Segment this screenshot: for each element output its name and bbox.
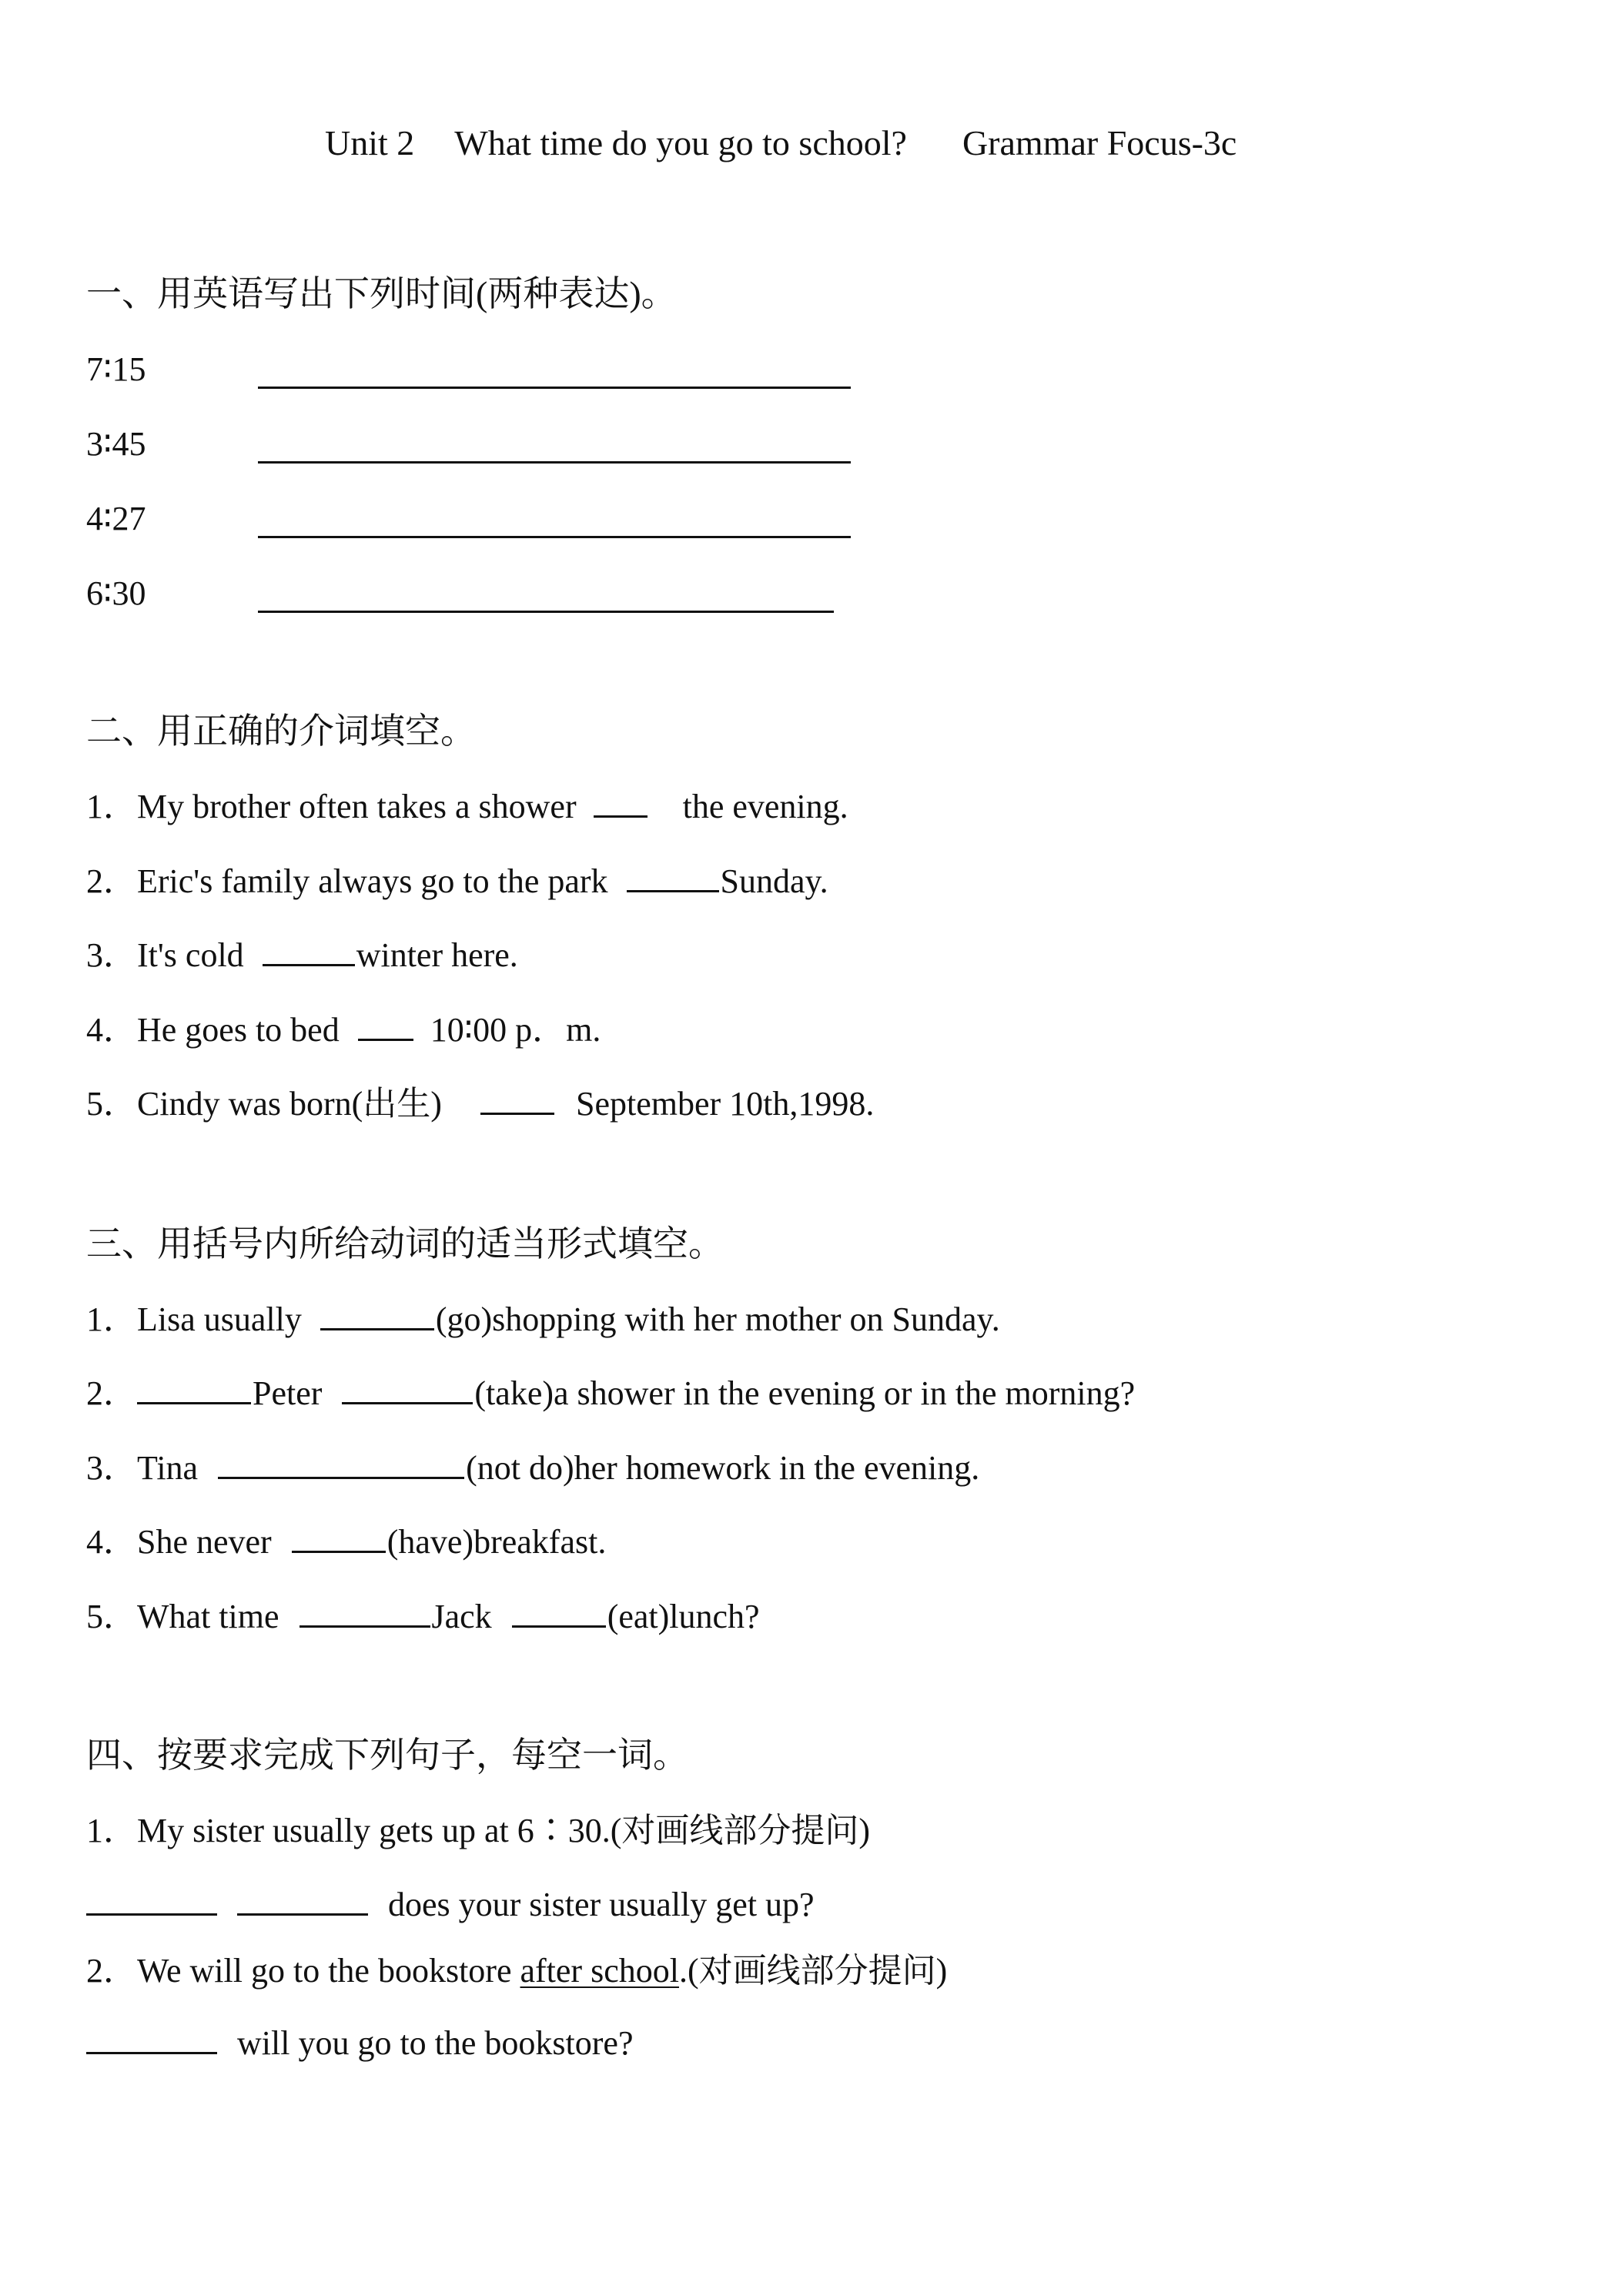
time-item-2: 3∶45 bbox=[86, 425, 146, 463]
blank[interactable] bbox=[137, 1374, 251, 1404]
item-text: (have)breakfast. bbox=[387, 1523, 607, 1561]
item-text: the evening. bbox=[682, 788, 848, 825]
item-text: Lisa usually bbox=[137, 1300, 302, 1338]
part2-item-4 bbox=[86, 1009, 601, 1052]
item-number: 5． bbox=[86, 1085, 137, 1123]
item-text: does your sister usually get up? bbox=[388, 1886, 815, 1923]
item-text: winter here. bbox=[356, 936, 518, 974]
item-text: Sunday. bbox=[720, 862, 828, 900]
blank[interactable] bbox=[358, 1011, 413, 1041]
page-title bbox=[325, 122, 1236, 165]
answer-line-4[interactable] bbox=[258, 611, 834, 613]
item-number: 1． bbox=[86, 1812, 137, 1849]
part3-item-1 bbox=[86, 1298, 1000, 1341]
part2-item-3 bbox=[86, 934, 518, 977]
part3-item-4 bbox=[86, 1521, 606, 1564]
time-item-1: 7∶15 bbox=[86, 350, 146, 388]
answer-line-3[interactable] bbox=[258, 536, 851, 538]
item-number: 1． bbox=[86, 1300, 137, 1338]
blank[interactable] bbox=[480, 1085, 554, 1115]
item-text: Jack bbox=[431, 1598, 492, 1635]
part3-heading: 三、用括号内所给动词的适当形式填空。 bbox=[86, 1224, 724, 1263]
blank[interactable] bbox=[300, 1598, 430, 1628]
item-text: Eric's family always go to the park bbox=[137, 862, 608, 900]
time-item-3: 4∶27 bbox=[86, 500, 146, 537]
item-number: 2． bbox=[86, 1374, 137, 1412]
blank[interactable] bbox=[320, 1300, 434, 1330]
item-number: 4． bbox=[86, 1523, 137, 1561]
item-text: He goes to bed bbox=[137, 1011, 340, 1049]
item-number: 2． bbox=[86, 862, 137, 900]
item-text: will you go to the bookstore? bbox=[237, 2024, 634, 2062]
item-text: September 10th,1998. bbox=[575, 1085, 875, 1123]
item-text: What time bbox=[137, 1598, 279, 1635]
part2-heading: 二、用正确的介词填空。 bbox=[86, 711, 476, 751]
item-number: 3． bbox=[86, 936, 137, 974]
blank[interactable] bbox=[627, 862, 719, 892]
item-text: (not do)her homework in the evening. bbox=[466, 1449, 980, 1487]
item-text: (eat)lunch? bbox=[607, 1598, 760, 1635]
item-text: .(对画线部分提问) bbox=[678, 1952, 948, 1990]
item-text: Cindy was born(出生) bbox=[137, 1085, 442, 1123]
blank[interactable] bbox=[86, 1886, 217, 1916]
part3-item-3 bbox=[86, 1447, 979, 1490]
item-text: She never bbox=[137, 1523, 272, 1561]
blank[interactable] bbox=[86, 2024, 217, 2054]
part3-item-5 bbox=[86, 1595, 760, 1638]
blank[interactable] bbox=[512, 1598, 606, 1628]
part4-question-1 bbox=[86, 1809, 870, 1853]
item-text: We will go to the bookstore bbox=[137, 1952, 512, 1990]
blank[interactable] bbox=[218, 1449, 464, 1479]
item-text: My brother often takes a shower bbox=[137, 788, 577, 825]
title-unit: Unit 2 bbox=[325, 123, 415, 162]
item-number: 3． bbox=[86, 1449, 137, 1487]
part3-item-2 bbox=[86, 1372, 1135, 1415]
part2-item-5 bbox=[86, 1083, 874, 1126]
underlined-phrase: after school bbox=[520, 1952, 679, 1990]
blank[interactable] bbox=[594, 788, 648, 818]
item-number: 5． bbox=[86, 1598, 137, 1635]
item-text: (take)a shower in the evening or in the morning? bbox=[474, 1374, 1136, 1412]
item-number: 2． bbox=[86, 1952, 137, 1990]
blank[interactable] bbox=[292, 1523, 386, 1553]
item-text: My sister usually gets up at 6∶30.(对画线部分提问) bbox=[137, 1812, 871, 1849]
part4-answer-1 bbox=[86, 1883, 815, 1926]
item-number: 4． bbox=[86, 1011, 137, 1049]
title-section: Grammar Focus-3c bbox=[962, 123, 1237, 162]
part4-question-2 bbox=[86, 1950, 947, 1993]
item-text: It's cold bbox=[137, 936, 244, 974]
blank[interactable] bbox=[237, 1886, 368, 1916]
blank[interactable] bbox=[263, 936, 355, 966]
item-number: 1． bbox=[86, 788, 137, 825]
blank[interactable] bbox=[342, 1374, 473, 1404]
item-text: (go)shopping with her mother on Sunday. bbox=[435, 1300, 1000, 1338]
part2-item-2 bbox=[86, 860, 828, 903]
item-text: Tina bbox=[137, 1449, 199, 1487]
item-text: 10∶00 p．m. bbox=[430, 1011, 601, 1049]
item-text: Peter bbox=[253, 1374, 323, 1412]
answer-line-1[interactable] bbox=[258, 387, 851, 389]
part2-item-1 bbox=[86, 785, 848, 828]
part1-heading: 一、用英语写出下列时间(两种表达)。 bbox=[86, 274, 677, 313]
part4-answer-2 bbox=[86, 2022, 634, 2065]
title-question: What time do you go to school? bbox=[454, 123, 907, 162]
time-item-4: 6∶30 bbox=[86, 574, 146, 612]
answer-line-2[interactable] bbox=[258, 461, 851, 464]
part4-heading: 四、按要求完成下列句子，每空一词。 bbox=[86, 1735, 688, 1775]
